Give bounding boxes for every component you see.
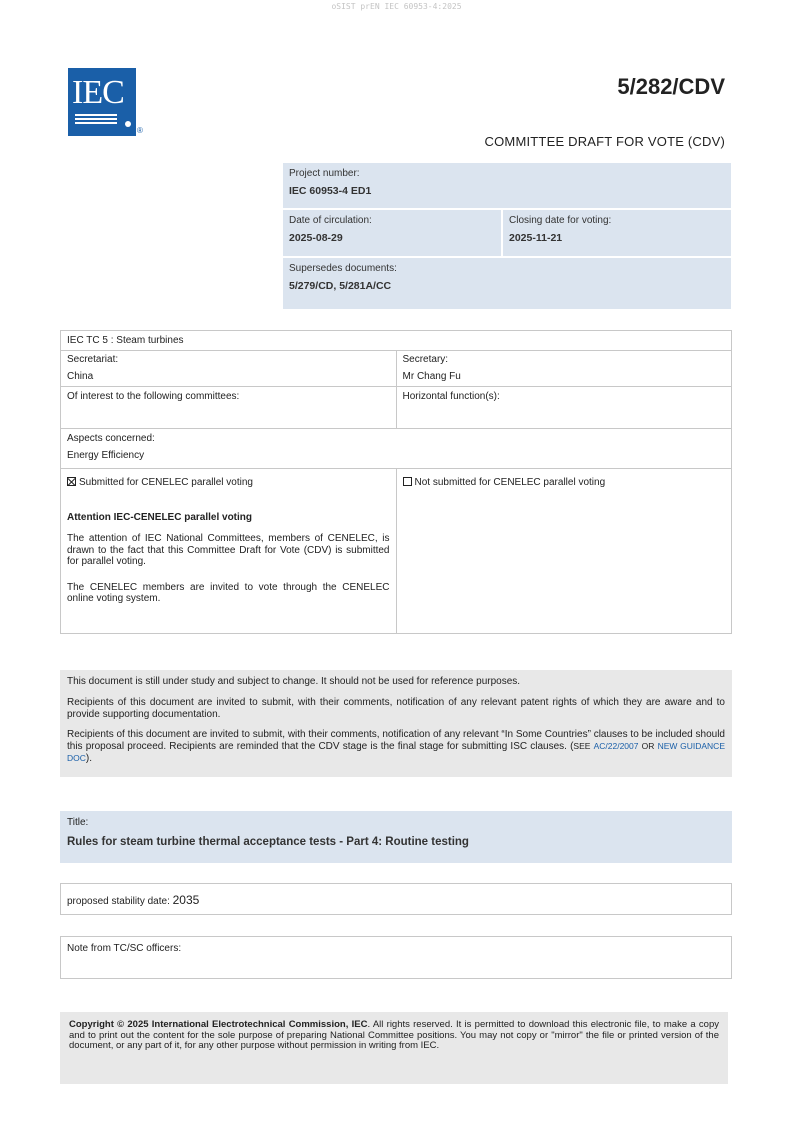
secretary-cell: [396, 351, 732, 387]
circulation-date-label: Date of circulation:: [289, 215, 372, 226]
closing-date-cell: [503, 210, 731, 256]
secretariat-label: Secretariat:: [67, 354, 119, 365]
notice-p3-text: Recipients of this document are invited to submit, with their comments, notification of any relevant “In Some Countries” clauses to be included should this proposal proceed. Recipients are reminded that the CDV stage is the final stage for submitting ISC clauses. (: [67, 729, 725, 753]
see-text: SEE: [573, 741, 591, 752]
new-guidance-doc-link[interactable]: NEW GUIDANCE DOC: [67, 741, 725, 763]
project-number-value: IEC 60953-4 ED1: [289, 185, 372, 197]
stability-date-box: [60, 883, 732, 915]
watermark: oSIST prEN IEC 60953-4:2025: [331, 2, 462, 11]
notice-paragraph-1: This document is still under study and subject to change. It should not be used for reference purposes.: [67, 676, 521, 687]
supersedes-cell: [283, 258, 731, 309]
attention-title: Attention IEC-CENELEC parallel voting: [67, 512, 253, 523]
project-panel: [283, 163, 731, 309]
notice-paragraph-2: Recipients of this document are invited to submit, with their comments, notification of any relevant patent rights of which they are aware and to provide supporting documentation.: [67, 696, 725, 720]
aspects-label: Aspects concerned:: [67, 433, 155, 444]
horizontal-functions: Horizontal function(s):: [396, 387, 732, 429]
officers-note-label: Note from TC/SC officers:: [67, 943, 182, 954]
stability-date-value: 2035: [172, 893, 200, 907]
checked-checkbox-icon[interactable]: [67, 477, 76, 486]
copyright-text: . All rights reserved. It is permitted to download this electronic file, to make a copy and to print out the content for the sole purpose of preparing National Committee positions. You may not copy or "mirror" the file or printed version of the document, or any part of it, for any other purpose without permission in writing from IEC.: [69, 1019, 719, 1052]
logo-text: IEC: [72, 74, 124, 111]
aspects-cell: [61, 429, 732, 469]
circulation-date-cell: [283, 210, 501, 256]
notice-end: ).: [85, 752, 92, 764]
closing-date-value: 2025-11-21: [509, 232, 563, 244]
cenelec-parallel-cell: [61, 469, 397, 634]
ac-22-2007-link[interactable]: AC/22/2007: [593, 741, 639, 752]
attention-paragraph-2: The CENELEC members are invited to vote through the CENELEC online voting system.: [67, 581, 390, 604]
notice-box: [60, 670, 732, 777]
document-type: COMMITTEE DRAFT FOR VOTE (CDV): [484, 134, 725, 149]
not-submitted-option[interactable]: [403, 477, 726, 488]
not-submitted-label: Not submitted for CENELEC parallel voting: [414, 477, 606, 488]
document-number: 5/282/CDV: [617, 74, 725, 99]
not-submitted-cell: [396, 469, 732, 634]
committee-info-table: [60, 330, 732, 634]
title-box: [60, 811, 732, 863]
closing-date-label: Closing date for voting:: [509, 215, 612, 226]
circulation-date-value: 2025-08-29: [289, 232, 343, 244]
secretariat-cell: [61, 351, 397, 387]
submitted-label: Submitted for CENELEC parallel voting: [79, 477, 253, 488]
project-number-label: Project number:: [289, 168, 360, 179]
project-number-cell: [283, 163, 731, 208]
or-text: OR: [641, 741, 655, 752]
supersedes-value: 5/279/CD, 5/281A/CC: [289, 280, 392, 292]
secretary-value: Mr Chang Fu: [402, 371, 461, 382]
iec-logo: [68, 68, 136, 136]
copyright-bold: Copyright © 2025 International Electrotechnical Commission, IEC: [69, 1019, 368, 1030]
aspects-value: Energy Efficiency: [67, 450, 145, 461]
copyright-box: [60, 1012, 728, 1084]
stability-date-label: proposed stability date:: [67, 896, 170, 907]
secretary-label: Secretary:: [402, 354, 449, 365]
officers-note-box: [60, 936, 732, 979]
attention-paragraph-1: The attention of IEC National Committees, members of CENELEC, is drawn to the fact that this Committee Draft for Vote (CDV) is submitted for parallel voting.: [67, 533, 390, 567]
registered-mark: ®: [137, 126, 143, 135]
title-label: Title:: [67, 817, 89, 828]
document-title: Rules for steam turbine thermal acceptance tests - Part 4: Routine testing: [67, 836, 469, 848]
technical-committee: IEC TC 5 : Steam turbines: [61, 331, 732, 351]
secretariat-value: China: [67, 371, 94, 382]
submitted-option[interactable]: [67, 477, 390, 488]
interest-committees: Of interest to the following committees:: [61, 387, 397, 429]
unchecked-checkbox-icon[interactable]: [403, 477, 412, 486]
notice-paragraph-3: [67, 729, 725, 764]
supersedes-label: Supersedes documents:: [289, 263, 397, 274]
